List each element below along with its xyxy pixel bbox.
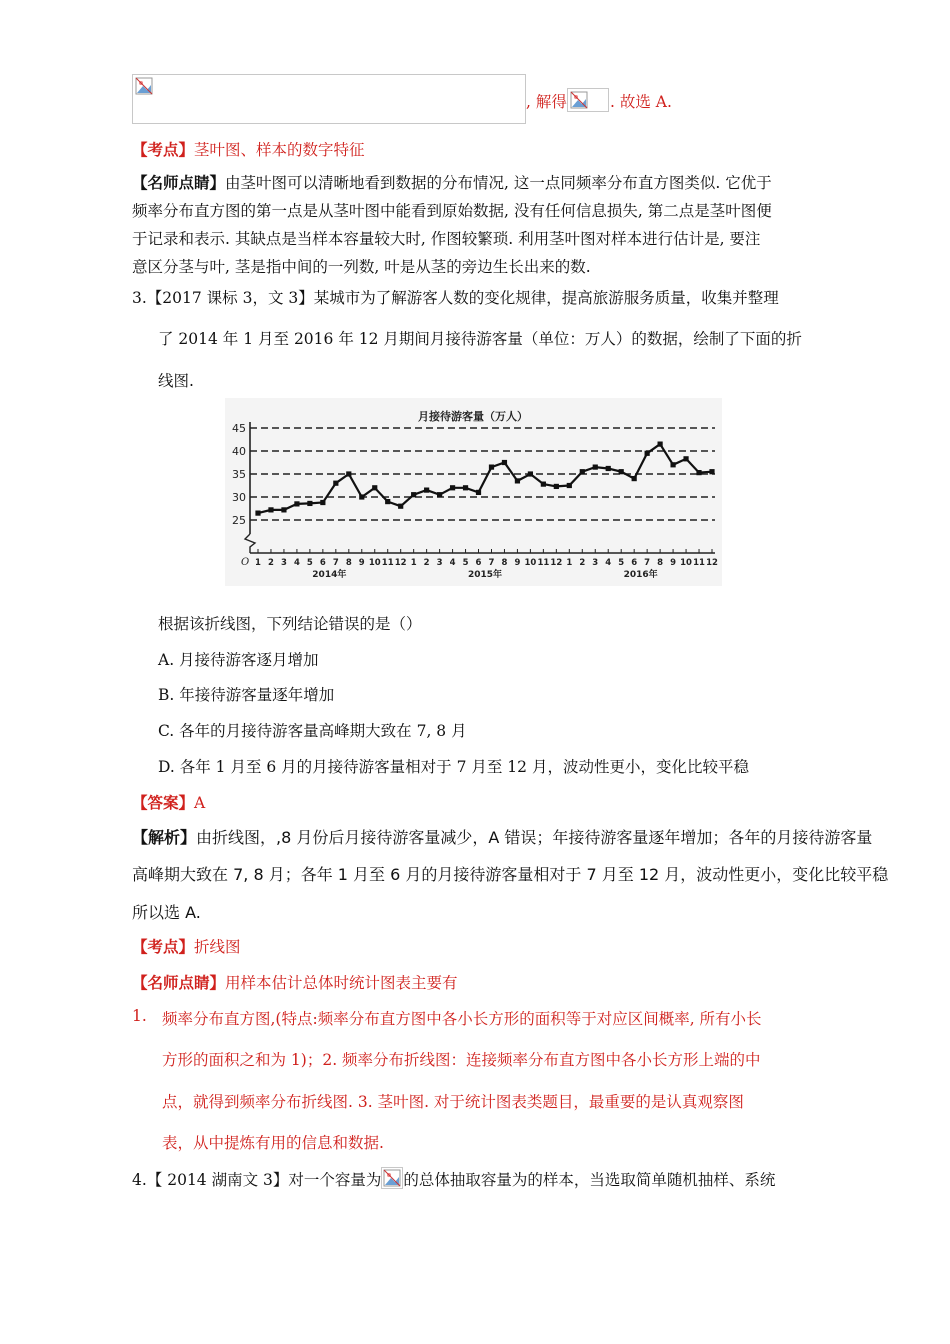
x-tick-label: 11 — [537, 558, 550, 568]
x-tick-label: 5 — [306, 558, 313, 568]
x-tick-label: 8 — [345, 558, 352, 568]
data-point — [709, 469, 714, 474]
x-tick-label: 2 — [579, 558, 586, 568]
data-point — [424, 488, 429, 493]
x-tick-label: 4 — [449, 558, 456, 568]
data-point — [658, 442, 663, 447]
q3-number: 3. — [132, 289, 147, 307]
data-point — [281, 507, 286, 512]
x-tick-label: 12 — [394, 558, 407, 568]
x-tick-label: 3 — [436, 558, 443, 568]
data-point — [645, 451, 650, 456]
x-tick-label: 1 — [410, 558, 417, 568]
x-tick-label: 4 — [293, 558, 300, 568]
data-point — [255, 511, 260, 516]
mingshi-tag: 【名师点睛】 — [132, 973, 226, 992]
q3-stem-line-1: 3.【2017 课标 3，文 3】某城市为了解游客人数的变化规律，提高旅游服务质量，收集并整理 — [132, 289, 779, 307]
jiexi-tag: 【解析】 — [132, 828, 197, 847]
mingshi-2-list-line-2: 方形的面积之和为 1)；2. 频率分布折线图：连接频率分布直方图中各小长方形上端的中 — [162, 1051, 761, 1069]
x-tick-label: 9 — [514, 558, 521, 568]
q3-source: 【2017 课标 3，文 3】 — [146, 289, 314, 307]
x-tick-label: 2 — [423, 558, 430, 568]
chart-title: 月接待游客量（万人） — [418, 410, 528, 423]
data-point — [696, 470, 701, 475]
x-tick-label: 4 — [605, 558, 612, 568]
y-tick-label: 30 — [232, 491, 246, 504]
x-tick-label: 3 — [280, 558, 287, 568]
x-tick-label: 3 — [592, 558, 599, 568]
kaodian-text: 折线图 — [194, 938, 241, 956]
x-tick-label: 6 — [319, 558, 326, 568]
data-point — [411, 492, 416, 497]
data-point — [580, 469, 585, 474]
broken-image-icon — [135, 77, 153, 95]
mingshi-2-list-line-3: 点，就得到频率分布折线图. 3. 茎叶图. 对于统计图表类题目，最重要的是认真观察图 — [162, 1093, 744, 1111]
data-point — [372, 485, 377, 490]
data-point — [632, 476, 637, 481]
mingshi-2-list-line-4: 表，从中提炼有用的信息和数据. — [162, 1134, 384, 1152]
kaodian-tag: 【考点】 — [132, 140, 195, 159]
q3-question: 根据该折线图，下列结论错误的是（） — [158, 615, 422, 633]
jiexi-line-1: 【解析】由折线图，,8 月份后月接待游客量减少，A 错误；年接待游客量逐年增加；各年的月接待游客量 — [132, 828, 873, 847]
mingshi-1-line-1: 【名师点睛】由茎叶图可以清晰地看到数据的分布情况, 这一点同频率分布直方图类似. 它优于 — [132, 173, 772, 192]
x-tick-label: 10 — [368, 558, 381, 568]
data-point — [333, 481, 338, 486]
x-tick-label: 6 — [631, 558, 638, 568]
origin-label: O — [241, 557, 250, 568]
x-tick-label: 5 — [618, 558, 625, 568]
data-point — [385, 499, 390, 504]
mingshi-1-line-4: 意区分茎与叶, 茎是指中间的一列数, 叶是从茎的旁边生长出来的数. — [132, 258, 591, 276]
answer — [132, 791, 205, 813]
kaodian-1 — [132, 138, 365, 160]
data-point — [619, 469, 624, 474]
data-point — [683, 456, 688, 461]
x-tick-label: 11 — [381, 558, 394, 568]
q4-inline-image-placeholder — [381, 1167, 403, 1189]
q3-option-a: A. 月接待游客逐月增加 — [158, 651, 319, 669]
data-point — [450, 485, 455, 490]
broken-image-icon — [383, 1169, 401, 1187]
mingshi-2-list-number: 1. — [132, 1007, 147, 1025]
q3-stem-line-3: 线图. — [158, 372, 194, 390]
x-tick-label: 1 — [255, 558, 261, 568]
q4-source: 【 2014 湖南文 3】 — [146, 1171, 289, 1189]
x-tick-label: 1 — [566, 558, 573, 568]
line-chart-svg — [225, 398, 722, 586]
mingshi-2-list-line-1: 频率分布直方图,(特点:频率分布直方图中各小长方形的面积等于对应区间概率, 所有小长 — [162, 1010, 762, 1028]
x-tick-label: 5 — [462, 558, 469, 568]
solution-image-placeholder — [567, 88, 609, 112]
data-point — [502, 460, 507, 465]
data-point — [476, 490, 481, 495]
y-tick-label: 25 — [232, 514, 246, 527]
data-point — [294, 501, 299, 506]
mingshi-1-line-2: 频率分布直方图的第一点是从茎叶图中能看到原始数据, 没有任何信息损失, 第二点是茎叶图便 — [132, 202, 772, 220]
solve-text: , 解得 — [526, 93, 567, 111]
x-tick-label: 11 — [693, 558, 705, 568]
data-point — [320, 500, 325, 505]
kaodian-text: 茎叶图、样本的数字特征 — [194, 141, 365, 159]
q3-option-b: B. 年接待游客量逐年增加 — [158, 686, 335, 704]
data-point — [554, 484, 559, 489]
year-label: 2015年 — [467, 570, 503, 580]
y-tick-label: 40 — [232, 445, 246, 458]
q4-stem: 4.【 2014 湖南文 3】对一个容量为 的总体抽取容量为的样本，当选取简单随机抽样、系统 — [132, 1167, 775, 1190]
data-point — [567, 483, 572, 488]
data-point — [593, 465, 598, 470]
answer-value: A — [194, 794, 206, 812]
x-tick-label: 6 — [475, 558, 482, 568]
x-tick-label: 7 — [488, 558, 495, 568]
q4-number: 4. — [132, 1171, 147, 1189]
x-tick-label: 7 — [332, 558, 339, 568]
x-tick-label: 8 — [657, 558, 664, 568]
jiexi-line-2: 高峰期大致在 7, 8 月；各年 1 月至 6 月的月接待游客量相对于 7 月至 12 月，波动性更小，变化比较平稳 — [132, 865, 889, 884]
x-tick-label: 7 — [644, 558, 651, 568]
jiexi-line-3: 所以选 A. — [132, 903, 201, 922]
kaodian-tag: 【考点】 — [132, 937, 195, 956]
x-tick-label: 10 — [524, 558, 537, 568]
x-tick-label: 10 — [680, 558, 692, 568]
x-tick-label: 8 — [501, 558, 508, 568]
data-point — [463, 485, 468, 490]
data-point — [359, 494, 364, 499]
data-point — [346, 471, 351, 476]
data-point — [515, 478, 520, 483]
mingshi-2 — [132, 971, 458, 993]
formula-image-placeholder — [132, 74, 526, 124]
q3-option-c: C. 各年的月接待游客量高峰期大致在 7, 8 月 — [158, 722, 467, 740]
data-point — [307, 501, 312, 506]
data-point — [541, 482, 546, 487]
mingshi-tag: 【名师点睛】 — [132, 173, 226, 192]
answer-tag: 【答案】 — [132, 793, 195, 812]
data-point — [528, 471, 533, 476]
x-tick-label: 12 — [550, 558, 563, 568]
mingshi-2-text: 用样本估计总体时统计图表主要有 — [225, 974, 458, 992]
year-label: 2016年 — [623, 570, 658, 580]
data-point — [437, 492, 442, 497]
mingshi-1-line-3: 于记录和表示. 其缺点是当样本容量较大时, 作图较繁琐. 利用茎叶图对样本进行估计是, 要注 — [132, 230, 761, 248]
broken-image-icon — [570, 91, 588, 109]
y-tick-label: 45 — [232, 422, 246, 435]
year-label: 2014年 — [312, 570, 347, 580]
choose-text: . 故选 A. — [610, 93, 672, 111]
line-chart — [225, 398, 722, 586]
data-point — [398, 504, 403, 509]
q3-stem-line-2: 了 2014 年 1 月至 2016 年 12 月期间月接待游客量（单位：万人）的数据，绘制了下面的折 — [158, 330, 802, 348]
data-point — [670, 462, 675, 467]
y-tick-label: 35 — [232, 468, 246, 481]
x-tick-label: 9 — [358, 558, 365, 568]
q3-option-d: D. 各年 1 月至 6 月的月接待游客量相对于 7 月至 12 月，波动性更小，变化比较平稳 — [158, 758, 749, 776]
data-point — [606, 466, 611, 471]
x-tick-label: 2 — [268, 558, 274, 568]
kaodian-2 — [132, 935, 241, 957]
data-point — [268, 507, 273, 512]
data-point — [489, 465, 494, 470]
x-tick-label: 12 — [706, 558, 718, 568]
x-tick-label: 9 — [670, 558, 677, 568]
